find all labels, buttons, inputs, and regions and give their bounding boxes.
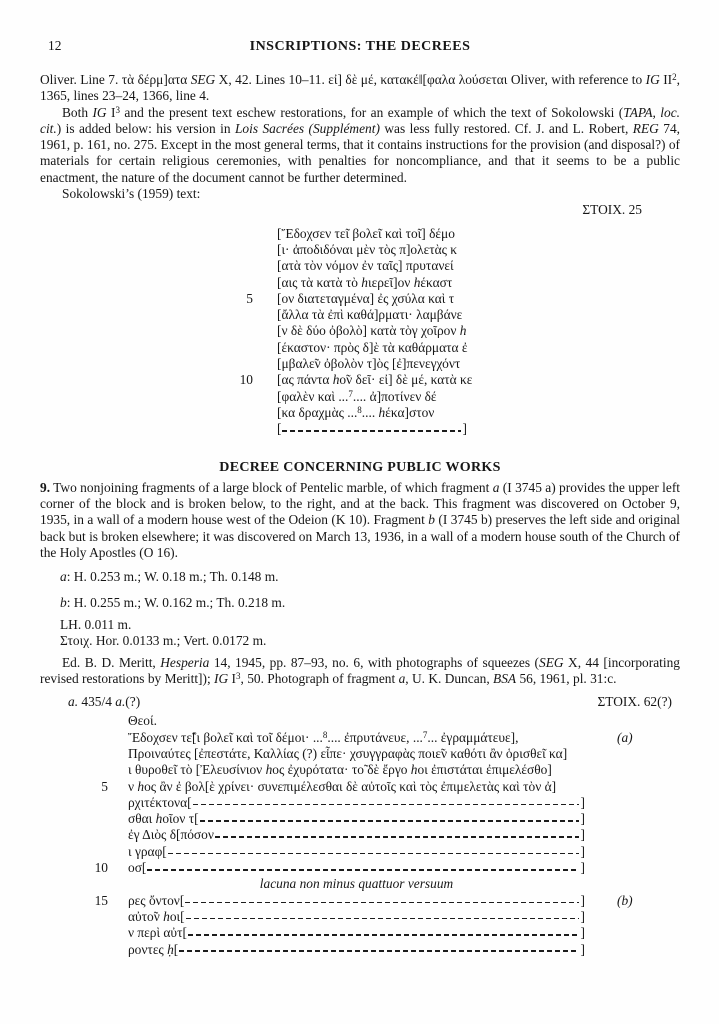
inscription-line: [60, 730, 680, 746]
greek-text: [ν δὲ δύο ὀβολὸ] κατὰ τὸγ χοῖρον h: [277, 323, 467, 339]
paragraph-restorations-note: Both IG $I^3$ and the present text eschew restorations, for an example of which the text of Sokolowski (TAPA, loc. cit.) is added below: his version in Lois Sacrées (Supplément) was less fully restored. Cf. J. and L. Robert, REG 74, 1961, p. 161, no. 275. Except in the most general terms, that it contains instructions for the provision (and disposal?) of materials for certain religious ceremonies, with penalties for noncompliance, and that it seems to be a public enactment, the nature of the document cannot be further determined.: [40, 104, 680, 185]
inscription-line: [60, 779, 680, 795]
closing-bracket: ]: [462, 421, 467, 437]
greek-text: οσ[: [128, 860, 147, 876]
inscription-line: [203, 291, 680, 307]
inscription-line-lost: [60, 844, 585, 860]
lacuna-dashes: [185, 902, 578, 904]
inscription-line-lost: [60, 827, 585, 843]
inscription-line: [203, 372, 680, 388]
greek-text: ν hος ἂν ἐ βολ[ὲ χρίνει· συνεπιμέλεσθαι δὲ αὐτοῖς καὶ τὸς ἐπιμελετὰς καὶ τὸν ἀ]: [128, 778, 557, 794]
inscription-line-lost: [60, 811, 585, 827]
inscription-block-sokolowski: [203, 226, 680, 438]
greek-text: [αις τὰ κατὰ τὸ hιερεῖ]ον hέκαστ: [277, 274, 453, 290]
running-head: [40, 38, 680, 55]
closing-bracket: ]: [580, 892, 585, 908]
paragraph-item9-description: 9. Two nonjoining fragments of a large block of Pentelic marble, of which fragment a (I 3745 a) provides the upper left corner of the block and is broken below, to the right, and at the back. This fragment was discovered on October 9, 1935, in a wall of a modern house west of the Odeion (K 10). Fragment b (I 3745 b) preserves the left side and original back but is broken elsewhere; it was discovered on March 13, 1936, in a wall of a modern house south of the Church of the Holy Apostles (O 16).: [40, 479, 680, 561]
lacuna-dashes: [186, 918, 579, 920]
inscription-line: [203, 389, 680, 405]
greek-text: [ας πάντα hο̃ν δεῖ· εἰ] δὲ μέ, κατὰ κε: [277, 372, 473, 388]
lacuna-dashes: [200, 820, 579, 822]
closing-bracket: ]: [580, 860, 585, 876]
inscription-line-lost: [60, 892, 633, 909]
inscription-line: [60, 762, 680, 778]
inscription-line-lost: [60, 909, 585, 925]
stoichedon-label-25: ΣΤΟΙΧ. 25: [582, 202, 642, 218]
inscription-line: [203, 275, 680, 291]
greek-text: ἐγ Διὸς δ[πόσον: [128, 827, 214, 843]
greek-text: [μβαλε̃ν ὀβολὸν τ]ὸς [ἐ]πενεγχόντ: [277, 356, 461, 372]
greek-text: [ατὰ τὸν νόμον ἐν ταῖς] πρυτανεί: [277, 258, 454, 274]
paragraph-sokolowski-intro: Sokolowski’s (1959) text:: [62, 186, 201, 202]
inscription-line-lost: [60, 942, 585, 958]
closing-bracket: ]: [580, 843, 585, 859]
greek-text: ν περὶ αὐτ[: [128, 925, 187, 941]
closing-bracket: ]: [580, 908, 585, 924]
inscription-line: [60, 746, 680, 762]
lacuna-dashes: [179, 950, 578, 952]
paragraph-edition: Ed. B. D. Meritt, Hesperia 14, 1945, pp. 87–93, no. 6, with photographs of squeezes (SEG X, 44 [incorporating revised restorations by Meritt]); IG $I^3$, 50. Photograph of fragment a, U. K. Duncan, BSA 56, 1961, pl. 31:c.: [40, 654, 680, 686]
date-label: a. 435/4 a.(?): [68, 694, 141, 710]
closing-bracket: ]: [580, 811, 585, 827]
greek-text: ι θυροθε̃ι τὸ [Ἐλευσίνιον hος ἐχυρότατα· το̃ δὲ ἔργο hοι ἐπιστάται ἐπιμελέσθο]: [128, 762, 552, 778]
paragraph-oliver-note: Oliver. Line 7. τὰ δέρμ]ατα SEG X, 42. Lines 10–11. εἰ] δὲ μέ, κατακέ‖[φαλα λούσεται Oliver, with reference to IG $II^2$, 1365, lines 23–24, 1366, line 4.: [40, 72, 680, 104]
greek-text: [έκαστον· πρὸς δ]ὲ τὰ καθάρματα ἐ: [277, 339, 468, 355]
inscription-line: [203, 356, 680, 372]
greek-text: [ἄλλα τὰ ἐπὶ καθά]ρματι· λαμβάνε: [277, 307, 463, 323]
closing-bracket: ]: [580, 925, 585, 941]
inscription-line: [203, 340, 680, 356]
greek-text: ρχιτέκτονα[: [128, 794, 192, 810]
inscription-block-decree9: [60, 713, 680, 957]
lacuna-note: lacuna non minus quattuor versuum: [259, 876, 454, 892]
greek-text: [: [277, 421, 282, 437]
inscription-line: [203, 323, 680, 339]
lacuna-dashes: [215, 836, 579, 838]
inscription-line-lost: [60, 860, 585, 876]
greek-text: ροντες ḥ[: [128, 941, 179, 957]
greek-text: [ι· ἀποδιδόναι μὲν τὸς π]ολετὰς κ: [277, 241, 458, 257]
fragment-marker-a: (a): [617, 729, 633, 745]
measurement-fragment-a: a: H. 0.253 m.; W. 0.18 m.; Th. 0.148 m.: [60, 569, 279, 585]
greek-text: αὐτο̃ν hοι[: [128, 908, 185, 924]
line-number: 10: [94, 860, 108, 876]
inscription-line: [203, 242, 680, 258]
closing-bracket: ]: [580, 941, 585, 957]
inscription-line: [203, 226, 680, 242]
fragment-marker-b: (b): [617, 892, 633, 908]
lacuna-dashes: [147, 869, 578, 871]
measurements: [40, 569, 680, 649]
section-heading: DECREE CONCERNING PUBLIC WORKS: [219, 459, 501, 475]
greek-text: Προιναύτες [ἐπεστάτε, Καλλίας (?) εἶπε· χσυγγραφὰς ποιε̃ν καθότι ἂν ὁρισθε̃ι κα]: [128, 745, 568, 761]
inscription-line-lost: [203, 421, 467, 437]
line-number: 10: [239, 372, 253, 388]
closing-bracket: ]: [580, 794, 585, 810]
measurement-letter-height: LH. 0.011 m.: [60, 616, 132, 632]
measurement-fragment-b: b: H. 0.255 m.; W. 0.162 m.; Th. 0.218 m.: [60, 594, 286, 610]
line-number: 15: [94, 892, 108, 908]
lacuna-dashes: [188, 934, 579, 936]
inscription-line: [203, 307, 680, 323]
closing-bracket: ]: [580, 827, 585, 843]
greek-text: [κα δραχμὰς ...$^8$.... hέκα]στον: [277, 404, 435, 420]
line-number: 5: [101, 778, 108, 794]
greek-text: Θεοί.: [128, 713, 157, 729]
greek-text: ι γραφ[: [128, 843, 167, 859]
greek-text: ρες ὄντον[: [128, 892, 185, 908]
date-and-stoichedon-row: [68, 694, 680, 710]
greek-text: [ον διατεταγμένα] ἐς χσύλα καὶ τ: [277, 290, 455, 306]
greek-text: [Ἔδοχσεν τε̃ι βολε̃ι καὶ το̃ι] δέμο: [277, 225, 455, 241]
inscription-line-lost: [60, 925, 585, 941]
inscription-line: [203, 405, 680, 421]
greek-text: [φαλὲν καὶ ...$^7$.... ἀ]ποτίνεν δέ: [277, 388, 437, 404]
inscription-line: [203, 258, 680, 274]
lacuna-dashes: [168, 853, 579, 855]
measurement-stoichedon: Στοιχ. Hor. 0.0133 m.; Vert. 0.0172 m.: [60, 633, 267, 649]
inscription-line: [60, 713, 680, 729]
greek-text: σθαι hοῖον τ[: [128, 811, 199, 827]
running-title: INSCRIPTIONS: THE DECREES: [249, 39, 471, 54]
line-number: 5: [246, 290, 253, 306]
lacuna-dashes: [282, 430, 460, 432]
stoichedon-label-62: ΣΤΟΙΧ. 62(?): [597, 694, 672, 710]
page-number: 12: [48, 38, 62, 53]
greek-text: Ἔδοχσεν τε̃[ι βολε̃ι καὶ το̃ι δέμοι· ...$^8$.... ἐπρυτάνευε, ...$^7$... ἐγραμμάτευε],: [128, 729, 519, 745]
lacuna-dashes: [193, 804, 579, 806]
inscription-line-lost: [60, 795, 585, 811]
